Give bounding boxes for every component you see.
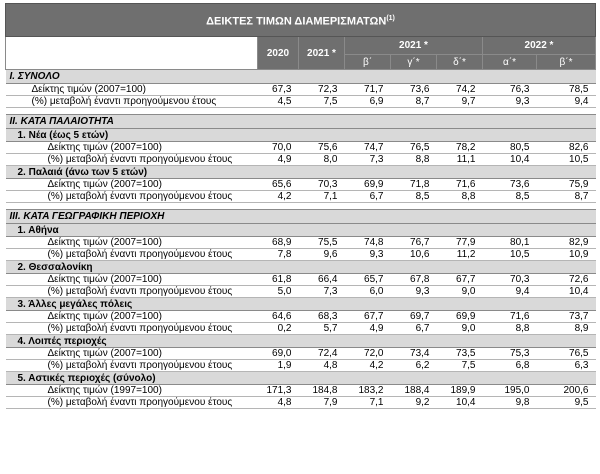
group-label: 1. Νέα (έως 5 ετών) xyxy=(6,129,596,142)
data-cell: 9,3 xyxy=(483,96,537,108)
spacer-row xyxy=(6,108,596,115)
table-row xyxy=(6,237,596,249)
data-cell: 65,7 xyxy=(345,274,391,286)
data-cell: 71,7 xyxy=(345,84,391,96)
data-cell: 183,2 xyxy=(345,385,391,397)
price-index-table xyxy=(5,3,596,409)
row-label: Δείκτης τιμών (1997=100) xyxy=(6,385,258,397)
data-cell: 82,9 xyxy=(537,237,596,249)
data-cell: 7,3 xyxy=(345,154,391,166)
data-cell: 5,0 xyxy=(258,286,299,298)
data-cell: 73,6 xyxy=(391,84,437,96)
data-cell: 10,4 xyxy=(437,397,483,409)
data-cell: 10,5 xyxy=(537,154,596,166)
data-cell: 10,4 xyxy=(483,154,537,166)
data-cell: 76,5 xyxy=(391,142,437,154)
row-label: Δείκτης τιμών (2007=100) xyxy=(6,311,258,323)
data-cell: 61,8 xyxy=(258,274,299,286)
data-cell: 68,9 xyxy=(258,237,299,249)
data-cell: 78,2 xyxy=(437,142,483,154)
section-header xyxy=(6,115,596,129)
data-cell: 74,2 xyxy=(437,84,483,96)
data-cell: 78,5 xyxy=(537,84,596,96)
data-cell: 7,5 xyxy=(299,96,345,108)
spacer-row xyxy=(6,203,596,210)
section-label: I. ΣΥΝΟΛΟ xyxy=(6,70,596,84)
data-cell: 69,7 xyxy=(391,311,437,323)
data-cell: 75,6 xyxy=(299,142,345,154)
data-cell: 4,9 xyxy=(258,154,299,166)
data-cell: 70,3 xyxy=(483,274,537,286)
data-cell: 6,9 xyxy=(345,96,391,108)
data-cell: 73,7 xyxy=(537,311,596,323)
group-label: 1. Αθήνα xyxy=(6,224,596,237)
table-row xyxy=(6,397,596,409)
data-cell: 72,3 xyxy=(299,84,345,96)
data-cell: 75,9 xyxy=(537,179,596,191)
section-header xyxy=(6,210,596,224)
data-cell: 72,0 xyxy=(345,348,391,360)
header-year-2021: 2021 * xyxy=(299,37,345,70)
data-cell: 72,6 xyxy=(537,274,596,286)
data-cell: 7,5 xyxy=(437,360,483,372)
data-cell: 4,8 xyxy=(258,397,299,409)
data-cell: 9,2 xyxy=(391,397,437,409)
data-cell: 10,4 xyxy=(537,286,596,298)
header-quarter: γ΄* xyxy=(391,55,437,70)
data-cell: 9,4 xyxy=(537,96,596,108)
data-cell: 77,9 xyxy=(437,237,483,249)
data-cell: 200,6 xyxy=(537,385,596,397)
data-cell: 76,5 xyxy=(537,348,596,360)
group-label: 2. Παλαιά (άνω των 5 ετών) xyxy=(6,166,596,179)
data-cell: 9,8 xyxy=(483,397,537,409)
row-label: (%) μεταβολή έναντι προηγούμενου έτους xyxy=(6,323,258,335)
data-cell: 6,0 xyxy=(345,286,391,298)
data-cell: 7,1 xyxy=(345,397,391,409)
data-cell: 9,4 xyxy=(483,286,537,298)
data-cell: 76,7 xyxy=(391,237,437,249)
data-cell: 72,4 xyxy=(299,348,345,360)
data-cell: 66,4 xyxy=(299,274,345,286)
group-header xyxy=(6,129,596,142)
data-cell: 5,7 xyxy=(299,323,345,335)
data-cell: 8,8 xyxy=(483,323,537,335)
data-cell: 4,2 xyxy=(345,360,391,372)
data-cell: 9,3 xyxy=(391,286,437,298)
data-cell: 4,5 xyxy=(258,96,299,108)
table-row xyxy=(6,360,596,372)
data-cell: 68,3 xyxy=(299,311,345,323)
group-header xyxy=(6,372,596,385)
row-label: (%) μεταβολή έναντι προηγούμενου έτους xyxy=(6,96,258,108)
data-cell: 69,9 xyxy=(437,311,483,323)
data-cell: 11,1 xyxy=(437,154,483,166)
data-cell: 74,8 xyxy=(345,237,391,249)
table-title: ΔΕΙΚΤΕΣ ΤΙΜΩΝ ΔΙΑΜΕΡΙΣΜΑΤΩΝ$^{(1)}$ xyxy=(6,4,596,37)
table-row xyxy=(6,179,596,191)
row-label: Δείκτης τιμών (2007=100) xyxy=(6,274,258,286)
data-cell: 1,9 xyxy=(258,360,299,372)
data-cell: 9,0 xyxy=(437,286,483,298)
header-quarter: β΄* xyxy=(537,55,596,70)
data-cell: 184,8 xyxy=(299,385,345,397)
data-cell: 70,3 xyxy=(299,179,345,191)
group-label: 2. Θεσσαλονίκη xyxy=(6,261,596,274)
header-year-2020: 2020 xyxy=(258,37,299,70)
data-cell: 6,2 xyxy=(391,360,437,372)
data-cell: 74,7 xyxy=(345,142,391,154)
row-label: (%) μεταβολή έναντι προηγούμενου έτους xyxy=(6,360,258,372)
table-row xyxy=(6,348,596,360)
data-cell: 7,8 xyxy=(258,249,299,261)
data-cell: 4,2 xyxy=(258,191,299,203)
data-cell: 75,5 xyxy=(299,237,345,249)
data-cell: 67,8 xyxy=(391,274,437,286)
data-cell: 71,8 xyxy=(391,179,437,191)
data-cell: 6,3 xyxy=(537,360,596,372)
table-row xyxy=(6,191,596,203)
row-label: Δείκτης τιμών (2007=100) xyxy=(6,179,258,191)
data-cell: 0,2 xyxy=(258,323,299,335)
data-cell: 9,3 xyxy=(345,249,391,261)
group-header xyxy=(6,224,596,237)
row-label: Δείκτης τιμών (2007=100) xyxy=(6,348,258,360)
row-label: (%) μεταβολή έναντι προηγούμενου έτους xyxy=(6,397,258,409)
row-label: (%) μεταβολή έναντι προηγούμενου έτους xyxy=(6,154,258,166)
data-cell: 9,5 xyxy=(537,397,596,409)
data-cell: 11,2 xyxy=(437,249,483,261)
table-row xyxy=(6,84,596,96)
row-label: Δείκτης τιμών (2007=100) xyxy=(6,237,258,249)
data-cell: 195,0 xyxy=(483,385,537,397)
data-cell: 8,8 xyxy=(391,154,437,166)
data-cell: 9,6 xyxy=(299,249,345,261)
data-cell: 75,3 xyxy=(483,348,537,360)
data-cell: 8,5 xyxy=(483,191,537,203)
data-cell: 7,1 xyxy=(299,191,345,203)
data-cell: 82,6 xyxy=(537,142,596,154)
data-cell: 69,0 xyxy=(258,348,299,360)
group-header xyxy=(6,261,596,274)
row-label: (%) μεταβολή έναντι προηγούμενου έτους xyxy=(6,286,258,298)
data-cell: 6,8 xyxy=(483,360,537,372)
data-cell: 171,3 xyxy=(258,385,299,397)
data-cell: 8,0 xyxy=(299,154,345,166)
header-group-2021: 2021 * xyxy=(345,37,483,55)
table-row xyxy=(6,286,596,298)
table-row xyxy=(6,249,596,261)
data-cell: 8,7 xyxy=(391,96,437,108)
data-cell: 7,9 xyxy=(299,397,345,409)
data-cell: 8,8 xyxy=(437,191,483,203)
table-row xyxy=(6,96,596,108)
data-cell: 80,5 xyxy=(483,142,537,154)
group-header xyxy=(6,298,596,311)
data-cell: 8,5 xyxy=(391,191,437,203)
group-label: 4. Λοιπές περιοχές xyxy=(6,335,596,348)
data-cell: 71,6 xyxy=(483,311,537,323)
data-cell: 8,9 xyxy=(537,323,596,335)
data-cell: 70,0 xyxy=(258,142,299,154)
header-group-2022: 2022 * xyxy=(483,37,596,55)
row-label: Δείκτης τιμών (2007=100) xyxy=(6,84,258,96)
title-footnote-mark: (1) xyxy=(386,14,395,22)
section-label: III. ΚΑΤΑ ΓΕΩΓΡΑΦΙΚΗ ΠΕΡΙΟΧΗ xyxy=(6,210,596,224)
data-cell: 65,6 xyxy=(258,179,299,191)
group-label: 5. Αστικές περιοχές (σύνολο) xyxy=(6,372,596,385)
data-cell: 73,6 xyxy=(483,179,537,191)
group-header xyxy=(6,166,596,179)
data-cell: 10,5 xyxy=(483,249,537,261)
data-cell: 76,3 xyxy=(483,84,537,96)
data-cell: 67,7 xyxy=(437,274,483,286)
section-header xyxy=(6,70,596,84)
row-label: (%) μεταβολή έναντι προηγούμενου έτους xyxy=(6,191,258,203)
table-row xyxy=(6,385,596,397)
data-cell: 10,6 xyxy=(391,249,437,261)
data-cell: 73,5 xyxy=(437,348,483,360)
header-quarter: α΄* xyxy=(483,55,537,70)
table-row xyxy=(6,323,596,335)
data-cell: 67,7 xyxy=(345,311,391,323)
table-row xyxy=(6,142,596,154)
data-cell: 73,4 xyxy=(391,348,437,360)
data-cell: 189,9 xyxy=(437,385,483,397)
group-header xyxy=(6,335,596,348)
data-cell: 9,0 xyxy=(437,323,483,335)
group-label: 3. Άλλες μεγάλες πόλεις xyxy=(6,298,596,311)
table-row xyxy=(6,154,596,166)
data-cell: 69,9 xyxy=(345,179,391,191)
data-cell: 80,1 xyxy=(483,237,537,249)
header-quarter: β΄ xyxy=(345,55,391,70)
row-label: Δείκτης τιμών (2007=100) xyxy=(6,142,258,154)
price-index-table-container xyxy=(5,3,595,409)
table-row xyxy=(6,274,596,286)
data-cell: 6,7 xyxy=(345,191,391,203)
data-cell: 71,6 xyxy=(437,179,483,191)
data-cell: 188,4 xyxy=(391,385,437,397)
row-label: (%) μεταβολή έναντι προηγούμενου έτους xyxy=(6,249,258,261)
data-cell: 9,7 xyxy=(437,96,483,108)
data-cell: 6,7 xyxy=(391,323,437,335)
header-blank-cell xyxy=(6,37,258,70)
table-row xyxy=(6,311,596,323)
data-cell: 64,6 xyxy=(258,311,299,323)
data-cell: 67,3 xyxy=(258,84,299,96)
data-cell: 10,9 xyxy=(537,249,596,261)
data-cell: 8,7 xyxy=(537,191,596,203)
header-quarter: δ΄* xyxy=(437,55,483,70)
data-cell: 4,8 xyxy=(299,360,345,372)
section-label: II. ΚΑΤΑ ΠΑΛΑΙΟΤΗΤΑ xyxy=(6,115,596,129)
data-cell: 4,9 xyxy=(345,323,391,335)
table-body xyxy=(6,70,596,409)
data-cell: 7,3 xyxy=(299,286,345,298)
